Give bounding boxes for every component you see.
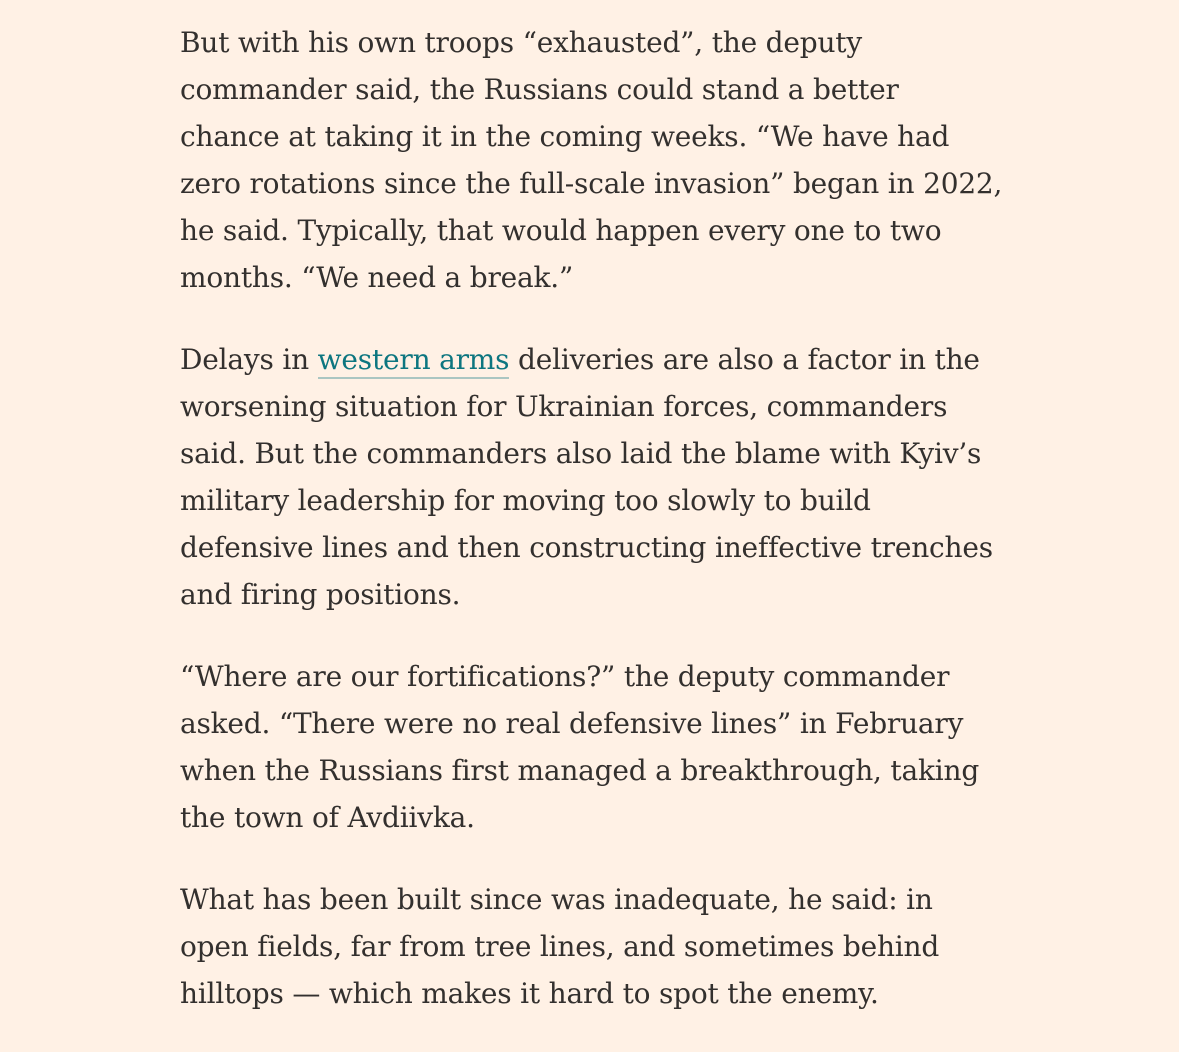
text-line: said. But the commanders also laid the blame with Kyiv’s xyxy=(180,437,982,470)
paragraph-inadequate-defenses xyxy=(180,876,980,1017)
text-line: But with his own troops “exhausted”, the deputy xyxy=(180,26,862,59)
text-line: when the Russians first managed a breakthrough, taking xyxy=(180,754,980,787)
paragraph-exhausted-troops xyxy=(180,19,1003,301)
paragraph-fortifications xyxy=(180,653,980,841)
text-fragment: Delays in xyxy=(180,343,318,376)
text-line: worsening situation for Ukrainian forces, commanders xyxy=(180,390,948,423)
text-line: he said. Typically, that would happen every one to two xyxy=(180,214,942,247)
article-body xyxy=(180,19,1003,1052)
text-line: defensive lines and then constructing ineffective trenches xyxy=(180,531,993,564)
text-line: What has been built since was inadequate, he said: in xyxy=(180,883,933,916)
text-line: months. “We need a break.” xyxy=(180,261,574,294)
text-line: zero rotations since the full-scale invasion” began in 2022, xyxy=(180,167,1003,200)
text-line: asked. “There were no real defensive lines” in February xyxy=(180,707,964,740)
text-fragment: deliveries are also a factor in the xyxy=(509,343,980,376)
western-arms-link[interactable]: western arms xyxy=(318,343,510,379)
text-line: the town of Avdiivka. xyxy=(180,801,475,834)
text-line: “Where are our fortifications?” the deputy commander xyxy=(180,660,950,693)
text-line: commander said, the Russians could stand a better xyxy=(180,73,899,106)
text-line: military leadership for moving too slowly to build xyxy=(180,484,871,517)
text-line: chance at taking it in the coming weeks. “We have had xyxy=(180,120,950,153)
text-line: hilltops — which makes it hard to spot the enemy. xyxy=(180,977,879,1010)
text-line xyxy=(180,336,980,383)
text-line: and firing positions. xyxy=(180,578,461,611)
text-line: open fields, far from tree lines, and sometimes behind xyxy=(180,930,940,963)
paragraph-arms-delays xyxy=(180,336,993,618)
